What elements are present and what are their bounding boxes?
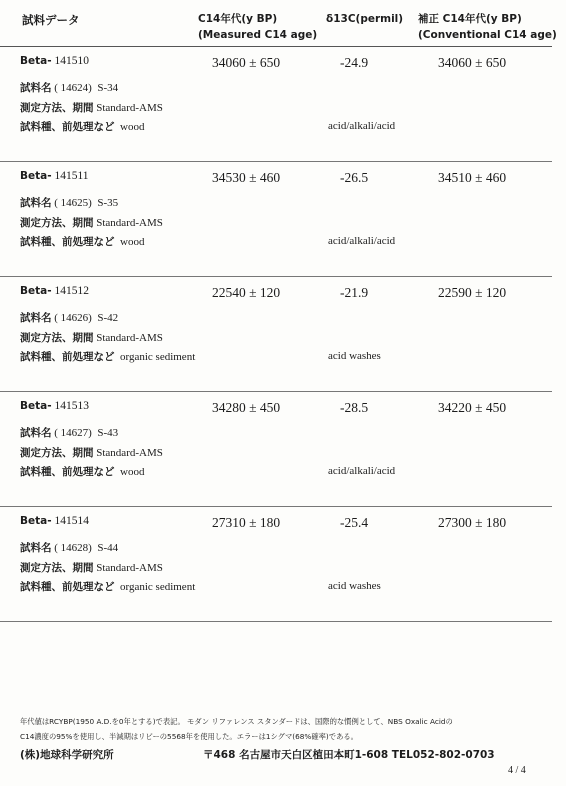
method-line: 測定方法、期間 Standard-AMS <box>20 102 163 114</box>
delta13c-value: -28.5 <box>340 400 369 415</box>
delta13c-heading: δ13C(permil) <box>326 13 404 25</box>
pretreatment: acid/alkali/acid <box>328 120 396 132</box>
method-line: 測定方法、期間 Standard-AMS <box>20 332 163 344</box>
material-line: 試料種、前処理など wood <box>20 236 145 248</box>
pretreatment: acid washes <box>328 350 381 362</box>
beta-number: Beta- 141511 <box>20 170 89 182</box>
measured-age: 34280 ± 450 <box>212 400 281 415</box>
measured-age: 27310 ± 180 <box>212 515 281 530</box>
sample-name-line: 試料名 ( 14625) S-35 <box>20 197 119 209</box>
material-line: 試料種、前処理など organic sediment <box>20 581 196 593</box>
sample-name-line: 試料名 ( 14628) S-44 <box>20 542 119 554</box>
material-line: 試料種、前処理など wood <box>20 466 145 478</box>
sample-data-heading: 試料データ <box>22 13 80 27</box>
measured-age: 22540 ± 120 <box>212 285 281 300</box>
delta13c-value: -21.9 <box>340 285 369 300</box>
conventional-age: 22590 ± 120 <box>438 285 507 300</box>
sample-name-line: 試料名 ( 14624) S-34 <box>20 82 119 94</box>
pretreatment: acid/alkali/acid <box>328 465 396 477</box>
conventional-age: 27300 ± 180 <box>438 515 507 530</box>
page-number: 4 / 4 <box>508 765 526 776</box>
delta13c-value: -26.5 <box>340 170 369 185</box>
delta13c-value: -24.9 <box>340 55 369 70</box>
measured-age: 34530 ± 460 <box>212 170 281 185</box>
conventional-age-heading: 補正 C14年代(y BP) (Conventional C14 age) <box>418 13 557 41</box>
pretreatment: acid washes <box>328 580 381 592</box>
sample-record <box>0 277 566 392</box>
footnote-line-2: C14濃度の95%を使用し、半減期はリビーの5568年を使用した。エラーは1シグマ(68%確率)である。 <box>20 732 358 741</box>
method-line: 測定方法、期間 Standard-AMS <box>20 217 163 229</box>
measured-age: 34060 ± 650 <box>212 55 281 70</box>
beta-number: Beta- 141512 <box>20 285 89 297</box>
table-header <box>0 0 566 44</box>
conventional-age: 34220 ± 450 <box>438 400 507 415</box>
sample-record <box>0 47 566 162</box>
footnote-line-1: 年代値はRCYBP(1950 A.D.を0年とする)で表記。 モダン リファレンス スタンダードは、国際的な慣例として、NBS Oxalic Acidの <box>20 717 453 726</box>
method-line: 測定方法、期間 Standard-AMS <box>20 562 163 574</box>
sample-record <box>0 392 566 507</box>
conventional-age: 34510 ± 460 <box>438 170 507 185</box>
sample-name-line: 試料名 ( 14626) S-42 <box>20 312 119 324</box>
sample-name-line: 試料名 ( 14627) S-43 <box>20 427 119 439</box>
delta13c-value: -25.4 <box>340 515 369 530</box>
material-line: 試料種、前処理など wood <box>20 121 145 133</box>
measured-age-heading: C14年代(y BP) (Measured C14 age) <box>198 13 318 41</box>
sample-record <box>0 507 566 622</box>
beta-number: Beta- 141513 <box>20 400 89 412</box>
company-name: (株)地球科学研究所 <box>20 749 114 761</box>
beta-number: Beta- 141510 <box>20 55 89 67</box>
pretreatment: acid/alkali/acid <box>328 235 396 247</box>
beta-number: Beta- 141514 <box>20 515 89 527</box>
sample-record <box>0 162 566 277</box>
method-line: 測定方法、期間 Standard-AMS <box>20 447 163 459</box>
record-divider <box>0 621 552 622</box>
material-line: 試料種、前処理など organic sediment <box>20 351 196 363</box>
conventional-age: 34060 ± 650 <box>438 55 507 70</box>
company-address: 〒468 名古屋市天白区植田本町1-608 TEL052-802-0703 <box>203 749 495 761</box>
